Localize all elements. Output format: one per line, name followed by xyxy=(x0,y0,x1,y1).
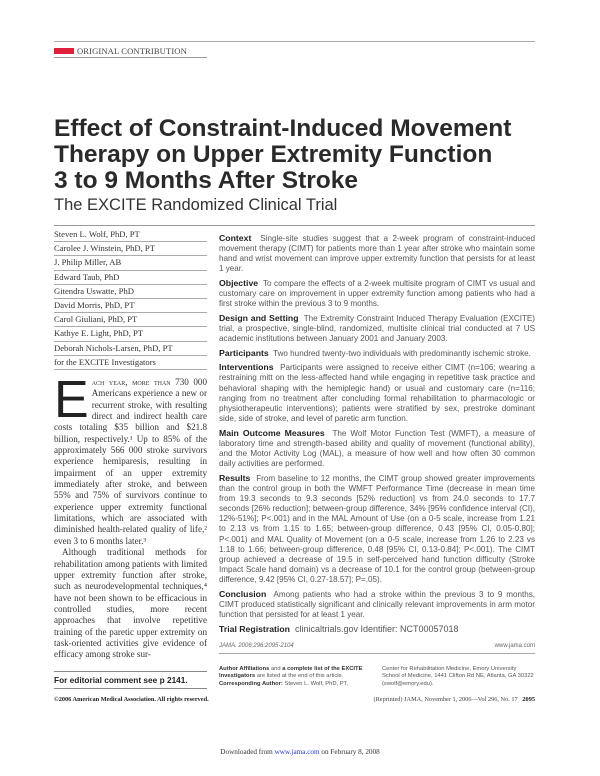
abstract-text: The Extremity Constraint Induced Therapy Evaluation (EXCITE) trial, a prospective, single-blind, randomized, multisite clinical trial conducted at 7 US academic institutions between January 2001 and January 2003. xyxy=(219,313,536,344)
abstract-label: Results xyxy=(219,472,251,483)
author: Deborah Nichols-Larsen, PhD, PT xyxy=(54,342,207,356)
author-list xyxy=(54,228,207,370)
website-link[interactable]: www.jama.com xyxy=(494,643,535,649)
abstract-outcomes xyxy=(219,428,535,470)
aff-text: Steven L. Wolf, PhD, PT, xyxy=(282,680,349,687)
aff-bold: a complete list of the EXCITE Investigators xyxy=(219,666,363,680)
abstract-text: Single-site studies suggest that a 2-week program of constraint-induced movement therapy (CIMT) for patients more than 1 year after stroke who maintain some hand and wrist movement can improve upper extremity function that persists for at least 1 year. xyxy=(219,234,535,274)
abstract-label: Objective xyxy=(219,278,259,289)
header-rule xyxy=(54,41,535,42)
affiliations-left xyxy=(219,666,372,688)
author: Edward Taub, PhD xyxy=(54,271,207,285)
aff-text: and xyxy=(269,666,283,672)
body-paragraph: Although traditional methods for rehabilitation among patients with limited upper extremity function after stroke, such as neurodevelopmental techniques,⁴ have not been shown to be efficacious in controlled studies, more recent approaches that involve repetitive training of the paretic upper extremity on task-oriented activities give evidence of efficacy among stroke sur- xyxy=(54,547,207,660)
affiliations-right: Center for Rehabilitation Medicine, Emory University School of Medicine, 1441 Clifton Rd NE, Atlanta, GA 30322 (swolf@emory.edu). xyxy=(382,666,534,687)
article-subtitle: The EXCITE Randomized Clinical Trial xyxy=(54,196,338,214)
abstract-participants xyxy=(219,348,535,359)
aff-bold: Corresponding Author: xyxy=(219,680,283,687)
download-prefix: Downloaded from xyxy=(220,748,275,756)
abstract-conclusion xyxy=(219,589,535,620)
abstract-interventions xyxy=(219,362,535,424)
title-line: Effect of Constraint-Induced Movement xyxy=(54,115,512,142)
abstract-label: Interventions xyxy=(219,362,274,373)
author: Carol Giuliani, PhD, PT xyxy=(54,313,207,327)
copyright: ©2006 American Medical Association. All rights reserved. xyxy=(54,696,209,703)
journal-info xyxy=(373,696,535,703)
title-rule xyxy=(54,225,535,226)
abstract-text: Among patients who had a stroke within the previous 3 to 9 months, CIMT produced statistically significant and clinically relevant improvements in arm motor function that persisted for at least 1 year. xyxy=(219,589,535,620)
section-label xyxy=(54,45,207,58)
page-number: 2095 xyxy=(522,696,535,703)
abstract-text: Participants were assigned to receive either CIMT (n=106; wearing a restraining mitt on the less-affected hand while engaging in repetitive task practice and behavioral shaping with the hemiplegic hand) or usual and customary care (n=116; ranging from no treatment after concluding formal rehabilitation to pharmacologic or physiotherapeutic interventions); patients were stratified by sex, prestroke dominant side, side of stroke, and level of paretic arm function. xyxy=(219,363,535,424)
abstract-label: Participants xyxy=(219,347,269,358)
abstract-results xyxy=(219,473,535,586)
author: Carolee J. Winstein, PhD, PT xyxy=(54,242,207,256)
abstract-text: From baseline to 12 months, the CIMT group showed greater improvements than the control group in both the WMFT Performance Time (decrease in mean time from 19.3 seconds to 9.3 seconds [52% reduction] vs from 24.0 seconds to 17.7 seconds [26% reduction]; between-group difference, 34% [95% confidence interval (CI), 12%-51%]; P<.001) and in the MAL Amount of Use (on a 0-5 scale, increase from 1.21 to 2.13 vs from 1.15 to 1.65; between-group difference, 0.43 [95% CI, 0.05-0.80]; P<.001) and MAL Quality of Movement (on a 0-5 scale, increase from 1.26 to 2.23 vs 1.18 to 1.66; between-group difference, 0.48 [95% CI, 0.13-0.84]; P<.001). The CIMT group achieved a decrease of 19.5 in self-perceived hand function difficulty (Stroke Impact Scale hand domain) vs a decrease of 10.1 for the control group (between-group difference, 9.42 [95% CI, 0.27-18.57]; P=.05). xyxy=(219,473,535,585)
aff-bold: Author Affiliations xyxy=(219,666,270,672)
page-footer xyxy=(54,696,535,703)
abstract-text: To compare the effects of a 2-week multisite program of CIMT vs usual and customary care on improvement in upper extremity function among patients who had a first stroke within the previous 3 to 9 months. xyxy=(219,279,535,309)
lead-in: ach year, more than xyxy=(91,377,171,387)
abstract xyxy=(219,233,535,637)
abstract-text: Two hundred twenty-two individuals with predominantly ischemic stroke. xyxy=(273,348,531,358)
abstract-label: Trial Registration xyxy=(219,623,290,634)
author: Kathye E. Light, PhD, PT xyxy=(54,327,207,341)
author-affiliations xyxy=(219,666,535,688)
body-paragraph xyxy=(54,371,208,547)
title-line: Therapy on Upper Extremity Function xyxy=(54,141,493,168)
section-color-bar xyxy=(54,48,74,54)
paragraph-text: 730 000 Americans experience a new or recurrent stroke, with resulting direct and indirect health care costs totaling $35 billion and $21.8 billion, respectively.¹ Up to 85% of the approximately 566 000 stroke survivors experience hemiparesis, resulting in impairment of an upper extremity immediately after stroke, and between 55% and 75% of survivors continue to experience upper extremity functional limitations, which are associated with diminished health-related quality of life,² even 3 to 6 months later.³ xyxy=(54,377,208,546)
author: David Morris, PhD, PT xyxy=(54,299,207,313)
abstract-label: Design and Setting xyxy=(219,312,299,323)
author: for the EXCITE Investigators xyxy=(54,356,207,370)
abstract-label: Context xyxy=(219,233,252,243)
abstract-label: Main Outcome Measures xyxy=(219,427,325,438)
citation-line xyxy=(219,643,535,654)
abstract-label: Conclusion xyxy=(219,588,267,599)
abstract-text: The Wolf Motor Function Test (WMFT), a measure of laboratory time and strength-based ability and quality of movement (functional ability), and the Motor Activity Log (MAL), a measure of how well and how often 30 common daily activities are performed. xyxy=(219,428,536,469)
abstract-context xyxy=(219,233,535,275)
journal-issue: (Reprinted) JAMA, November 1, 2006—Vol 296, No. 17 xyxy=(373,696,518,703)
citation: JAMA. 2006;296:2095-2104 xyxy=(219,643,294,649)
abstract-design xyxy=(219,313,535,344)
author: J. Philip Miller, AB xyxy=(54,256,207,270)
abstract-trial-registration xyxy=(219,624,535,634)
aff-text: are listed at the end of this article. xyxy=(255,673,344,680)
author: Gitendra Uswatte, PhD xyxy=(54,285,207,299)
title-line: 3 to 9 Months After Stroke xyxy=(54,167,359,194)
author: Steven L. Wolf, PhD, PT xyxy=(54,228,207,242)
download-note xyxy=(0,748,600,756)
section-label-text: ORIGINAL CONTRIBUTION xyxy=(77,46,187,56)
body-text xyxy=(54,371,208,661)
drop-cap: E xyxy=(54,371,89,429)
abstract-text: clinicaltrials.gov Identifier: NCT00057018 xyxy=(294,623,459,634)
abstract-objective xyxy=(219,278,535,309)
jama-link[interactable]: www.jama.com xyxy=(274,748,320,756)
download-suffix: on February 8, 2008 xyxy=(319,748,380,756)
article-title xyxy=(54,116,554,194)
editorial-note: For editorial comment see p 2141. xyxy=(54,671,207,689)
